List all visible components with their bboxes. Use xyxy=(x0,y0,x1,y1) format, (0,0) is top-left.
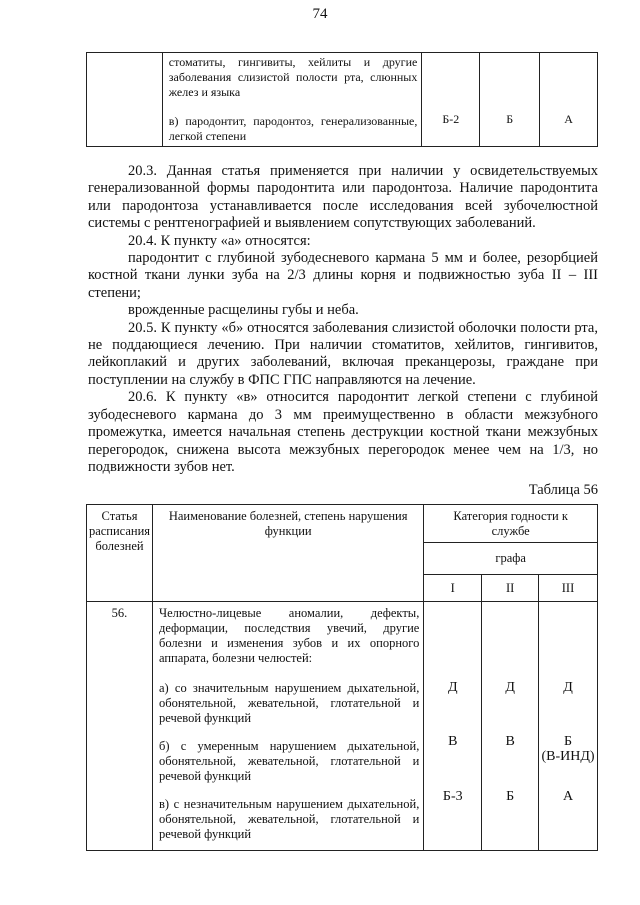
row-a-col3: Д xyxy=(563,680,573,695)
row-v-col3: А xyxy=(564,112,573,126)
table-row: а) со значительным нарушением дыхательной, обонятельной, жевательной, глотательной и речевой функций xyxy=(158,681,420,725)
table-row: в) с незначительным нарушением дыхательной, обонятельной, жевательной, глотательной и речевой функций xyxy=(158,797,420,841)
page-number: 74 xyxy=(312,6,328,22)
article-number: 56. xyxy=(87,602,153,851)
intro-text: стоматиты, гингивиты, хейлиты и другие заболевания слизистой полости рта, слюнных желез и языка xyxy=(168,55,418,99)
category-col1 xyxy=(424,602,482,851)
header-name: Наименование болезней, степень нарушения функции xyxy=(152,505,423,602)
header-col1: I xyxy=(424,575,482,602)
header-category: Категория годности к службе xyxy=(424,505,598,543)
paragraph-periodontitis: пародонтит с глубиной зубодесневого кармана 5 мм и более, резорбцией костной ткани лунки зуба на 2/3 длины корня и подвижностью зуба II – III степени; xyxy=(88,250,598,301)
header-col2: II xyxy=(482,575,539,602)
row-b-col2: В xyxy=(505,734,515,749)
intro-text: Челюстно-лицевые аномалии, дефекты, деформации, последствия увечий, другие болезни и изменения зубов и их опорного аппарата, болезни челюстей: xyxy=(158,606,420,665)
paragraph-20-4: 20.4. К пункту «а» относятся: xyxy=(128,232,311,249)
row-v-col3: А xyxy=(562,789,574,804)
row-b-col3-alt: (В-ИНД) xyxy=(541,749,595,764)
category-col2 xyxy=(482,602,539,851)
article-cell xyxy=(87,53,163,147)
cat-col2-cell xyxy=(480,53,540,147)
table-caption: Таблица 56 xyxy=(528,482,598,498)
body-text xyxy=(88,163,598,476)
paragraph-cleft: врожденные расщелины губы и неба. xyxy=(128,302,359,319)
category-col3 xyxy=(539,602,598,851)
continuation-table xyxy=(86,52,598,147)
paragraph-20-6: 20.6. К пункту «в» относится пародонтит легкой степени с глубиной зубодесневого кармана до 3 мм преимущественно в области межзубного промежутка, имеется начальная степень деструкции костной ткани межзубных перегородок, снижена высота межзубных перегородок менее чем на 1/3, но подвижности зубов нет. xyxy=(88,389,598,475)
row-a-col1: Д xyxy=(447,680,458,695)
paragraph-20-5: 20.5. К пункту «б» относятся заболевания слизистой оболочки полости рта, не поддающиеся лечению. При наличии стоматитов, хейлитов, гингивитов, лейкоплакий и других заболеваний, включая преканцерозы, граждане при поступлении на службу в ФПС ГПС направляются на лечение. xyxy=(88,319,598,388)
cat-col3-cell xyxy=(540,53,598,147)
header-article: Статья расписания болезней xyxy=(87,505,153,602)
intro-cell xyxy=(162,53,422,147)
header-grafa: графа xyxy=(424,543,598,575)
table-row: б) с умеренным нарушением дыхательной, обонятельной, жевательной, глотательной и речевой функций xyxy=(158,739,420,783)
header-col3: III xyxy=(539,575,598,602)
row-b-col1: В xyxy=(448,734,458,749)
row-a-col2: Д xyxy=(505,680,515,695)
paragraph-20-3: 20.3. Данная статья применяется при наличии у освидетельствуемых генерализованной формы пародонтита или пародонтоза. Наличие пародонтита или пародонтоза устанавливается после исследования всей зубочелюстной системы с рентгенографией и выявлением сопутствующих заболеваний. xyxy=(88,163,598,232)
disease-list xyxy=(152,602,423,851)
row-b-col3: Б xyxy=(564,734,573,749)
row-v-text: в) пародонтит, пародонтоз, генерализованные, легкой степени xyxy=(168,114,418,143)
table-56 xyxy=(86,504,598,851)
row-v-col2: Б xyxy=(506,789,515,804)
row-v-col2: Б xyxy=(506,112,514,126)
row-v-col1: Б-2 xyxy=(442,112,460,126)
row-v-col1: Б-3 xyxy=(442,789,463,804)
cat-col1-cell xyxy=(422,53,480,147)
